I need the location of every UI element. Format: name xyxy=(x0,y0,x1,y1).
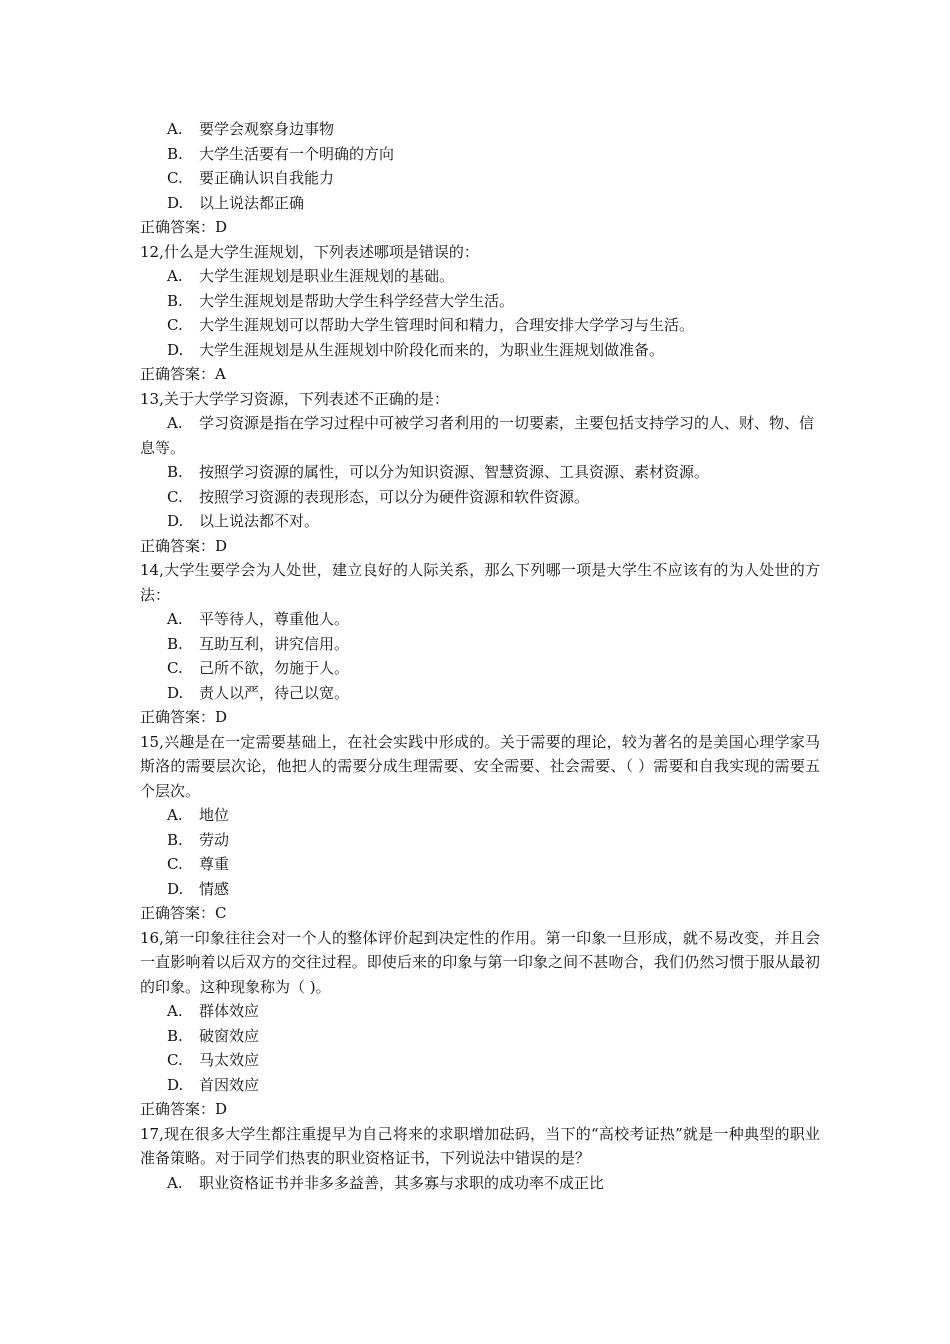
option-c: C. 大学生涯规划可以帮助大学生管理时间和精力，合理安排大学学习与生活。 xyxy=(167,316,695,334)
question-text: 14,大学生要学会为人处世，建立良好的人际关系，那么下列哪一项是大学生不应该有的为人处世的方法： xyxy=(140,561,820,604)
question-17 xyxy=(140,1122,820,1196)
option-d: D. 责人以严，待己以宽。 xyxy=(167,683,350,702)
option-a: A. 学习资源是指在学习过程中可被学习者利用的一切要素，主要包括支持学习的人、财、物、信息等。 xyxy=(140,414,815,457)
answer-line: 正确答案：D xyxy=(140,708,228,726)
answer-line: 正确答案：C xyxy=(140,904,227,922)
question-14 xyxy=(140,558,820,730)
option-c: C. 要正确认识自我能力 xyxy=(167,169,335,187)
option-b: B. 大学生涯规划是帮助大学生科学经营大学生活。 xyxy=(167,291,515,310)
option-a: A. 职业资格证书并非多多益善，其多寡与求职的成功率不成正比 xyxy=(167,1173,605,1192)
question-text: 15,兴趣是在一定需要基础上，在社会实践中形成的。关于需要的理论，较为著名的是美国心理学家马斯洛的需要层次论，他把人的需要分成生理需要、安全需要、社会需要、（ ）需要和自我实现的需要五个层次。 xyxy=(140,732,820,800)
option-d: D. 情感 xyxy=(167,879,230,898)
option-c: C. 尊重 xyxy=(167,855,230,873)
option-b: B. 破窗效应 xyxy=(167,1026,260,1045)
question-text: 17,现在很多大学生都注重提早为自己将来的求职增加砝码，当下的“高校考证热”就是一种典型的职业准备策略。对于同学们热衷的职业资格证书，下列说法中错误的是？ xyxy=(140,1124,820,1167)
question-13 xyxy=(140,387,820,559)
question-list xyxy=(140,117,820,1195)
answer-line: 正确答案：D xyxy=(140,1100,228,1118)
option-d: D. 首因效应 xyxy=(167,1075,260,1094)
option-d: D. 以上说法都正确 xyxy=(167,193,305,212)
answer-line: 正确答案：A xyxy=(140,365,226,383)
option-a: A. 群体效应 xyxy=(167,1002,260,1020)
option-c: C. 马太效应 xyxy=(167,1051,260,1069)
option-a: A. 大学生涯规划是职业生涯规划的基础。 xyxy=(167,267,455,285)
option-a: A. 要学会观察身边事物 xyxy=(167,120,335,138)
option-c: C. 按照学习资源的表现形态，可以分为硬件资源和软件资源。 xyxy=(167,487,590,506)
option-b: B. 大学生活要有一个明确的方向 xyxy=(167,144,395,163)
question-15 xyxy=(140,730,820,926)
option-a: A. 平等待人，尊重他人。 xyxy=(167,610,350,628)
question-text: 13,关于大学学习资源，下列表述不正确的是： xyxy=(140,389,449,408)
answer-line: 正确答案：D xyxy=(140,536,228,555)
option-d: D. 以上说法都不对。 xyxy=(167,512,320,530)
question-16 xyxy=(140,926,820,1122)
answer-line: 正确答案：D xyxy=(140,218,228,236)
option-b: B. 劳动 xyxy=(167,830,230,849)
prev-question-block xyxy=(140,117,820,240)
option-d: D. 大学生涯规划是从生涯规划中阶段化而来的，为职业生涯规划做准备。 xyxy=(167,340,665,359)
question-text: 16,第一印象往往会对一个人的整体评价起到决定性的作用。第一印象一旦形成，就不易改变，并且会一直影响着以后双方的交往过程。即使后来的印象与第一印象之间不甚吻合，我们仍然习惯于服从最初的印象。这种现象称为（ )。 xyxy=(140,928,820,996)
option-b: B. 按照学习资源的属性，可以分为知识资源、智慧资源、工具资源、素材资源。 xyxy=(167,463,710,481)
question-12 xyxy=(140,240,820,387)
option-a: A. 地位 xyxy=(167,806,230,824)
option-c: C. 己所不欲，勿施于人。 xyxy=(167,659,350,677)
option-b: B. 互助互利，讲究信用。 xyxy=(167,634,350,653)
question-text: 12,什么是大学生涯规划，下列表述哪项是错误的： xyxy=(140,242,479,261)
